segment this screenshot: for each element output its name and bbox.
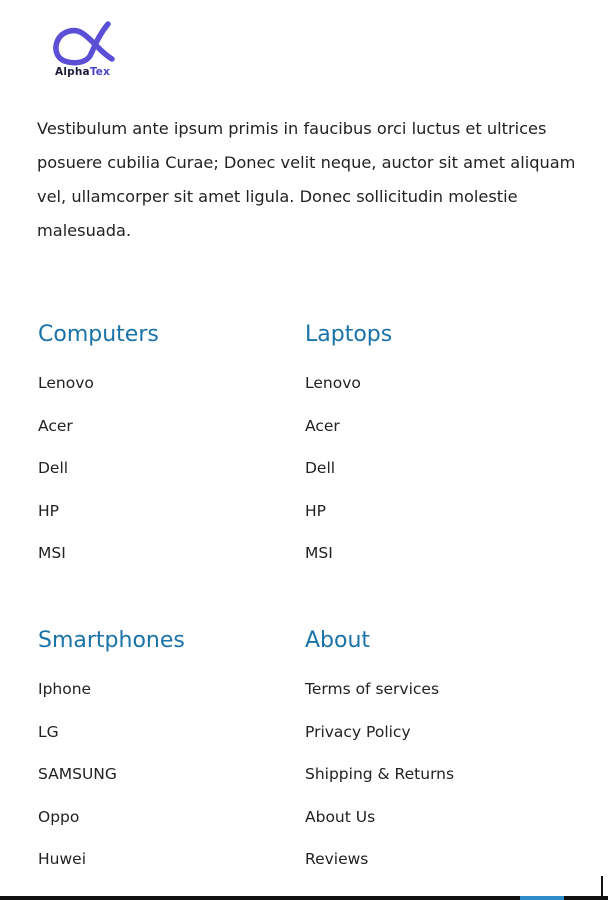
brand-name-tex: Tex [89, 66, 111, 78]
brand-logo[interactable] [50, 18, 120, 84]
list-item [305, 454, 361, 497]
column-heading-laptops: Laptops [305, 322, 393, 347]
scroll-indicator[interactable] [520, 896, 564, 900]
footer-column-laptops [305, 320, 555, 563]
list-item [38, 454, 94, 497]
footer-link-computers-lenovo[interactable]: Lenovo [38, 374, 94, 392]
footer-link-computers-hp[interactable]: HP [38, 501, 60, 520]
list-item [305, 718, 454, 761]
footer-link-shipping[interactable]: Shipping & Returns [305, 765, 455, 784]
footer-link-laptops-dell[interactable]: Dell [305, 459, 336, 478]
list-item [38, 369, 94, 412]
footer-link-terms[interactable]: Terms of services [305, 680, 440, 698]
footer-link-laptops-lenovo[interactable]: Lenovo [305, 374, 361, 392]
link-list-smartphones [38, 675, 117, 888]
list-item [305, 760, 454, 803]
footer-link-computers-msi[interactable]: MSI [38, 544, 66, 563]
footer-link-laptops-msi[interactable]: MSI [305, 544, 333, 563]
footer-column-computers [38, 320, 288, 563]
column-heading-smartphones: Smartphones [38, 628, 185, 653]
list-item [38, 497, 94, 540]
text-cursor-marker [601, 876, 603, 896]
footer-link-smartphones-samsung[interactable]: SAMSUNG [38, 765, 117, 784]
column-heading-computers: Computers [38, 322, 159, 347]
footer-description: Vestibulum ante ipsum primis in faucibus orci luctus et ultrices posuere cubilia Curae; Donec velit neque, auctor sit amet aliquam vel, ullamcorper sit amet ligula. Donec sollicitudin molestie malesuada. [37, 119, 576, 240]
link-list-about [305, 675, 454, 888]
brand-name-alpha: Alpha [55, 66, 90, 78]
list-item [38, 760, 117, 803]
footer-link-smartphones-huwei[interactable]: Huwei [38, 850, 86, 869]
bottom-edge-bar [0, 896, 608, 900]
list-item [305, 497, 361, 540]
list-item [38, 803, 117, 846]
list-item [38, 845, 117, 888]
footer-link-computers-acer[interactable]: Acer [38, 416, 73, 435]
footer-link-smartphones-oppo[interactable]: Oppo [38, 807, 80, 826]
footer-link-reviews[interactable]: Reviews [305, 850, 369, 869]
column-heading-about: About [305, 628, 371, 653]
footer-link-smartphones-lg[interactable]: LG [38, 722, 59, 741]
footer-link-laptops-hp[interactable]: HP [305, 501, 327, 520]
list-item [38, 718, 117, 761]
footer-link-smartphones-iphone[interactable]: Iphone [38, 680, 92, 698]
list-item [38, 539, 94, 582]
footer-column-about [305, 626, 555, 869]
footer-link-computers-dell[interactable]: Dell [38, 459, 69, 478]
list-item [305, 369, 361, 412]
alpha-loop-icon [50, 18, 120, 66]
link-list-computers [38, 369, 94, 582]
list-item [305, 412, 361, 455]
link-list-laptops [305, 369, 361, 582]
list-item [305, 539, 361, 582]
list-item [305, 803, 454, 846]
footer-link-about-us[interactable]: About Us [305, 807, 376, 826]
list-item [38, 675, 117, 718]
list-item [305, 845, 454, 888]
list-item [38, 412, 94, 455]
brand-name [55, 66, 110, 78]
list-item [305, 675, 454, 718]
footer-link-privacy[interactable]: Privacy Policy [305, 722, 411, 741]
footer-column-smartphones [38, 626, 288, 869]
footer-link-laptops-acer[interactable]: Acer [305, 416, 340, 435]
